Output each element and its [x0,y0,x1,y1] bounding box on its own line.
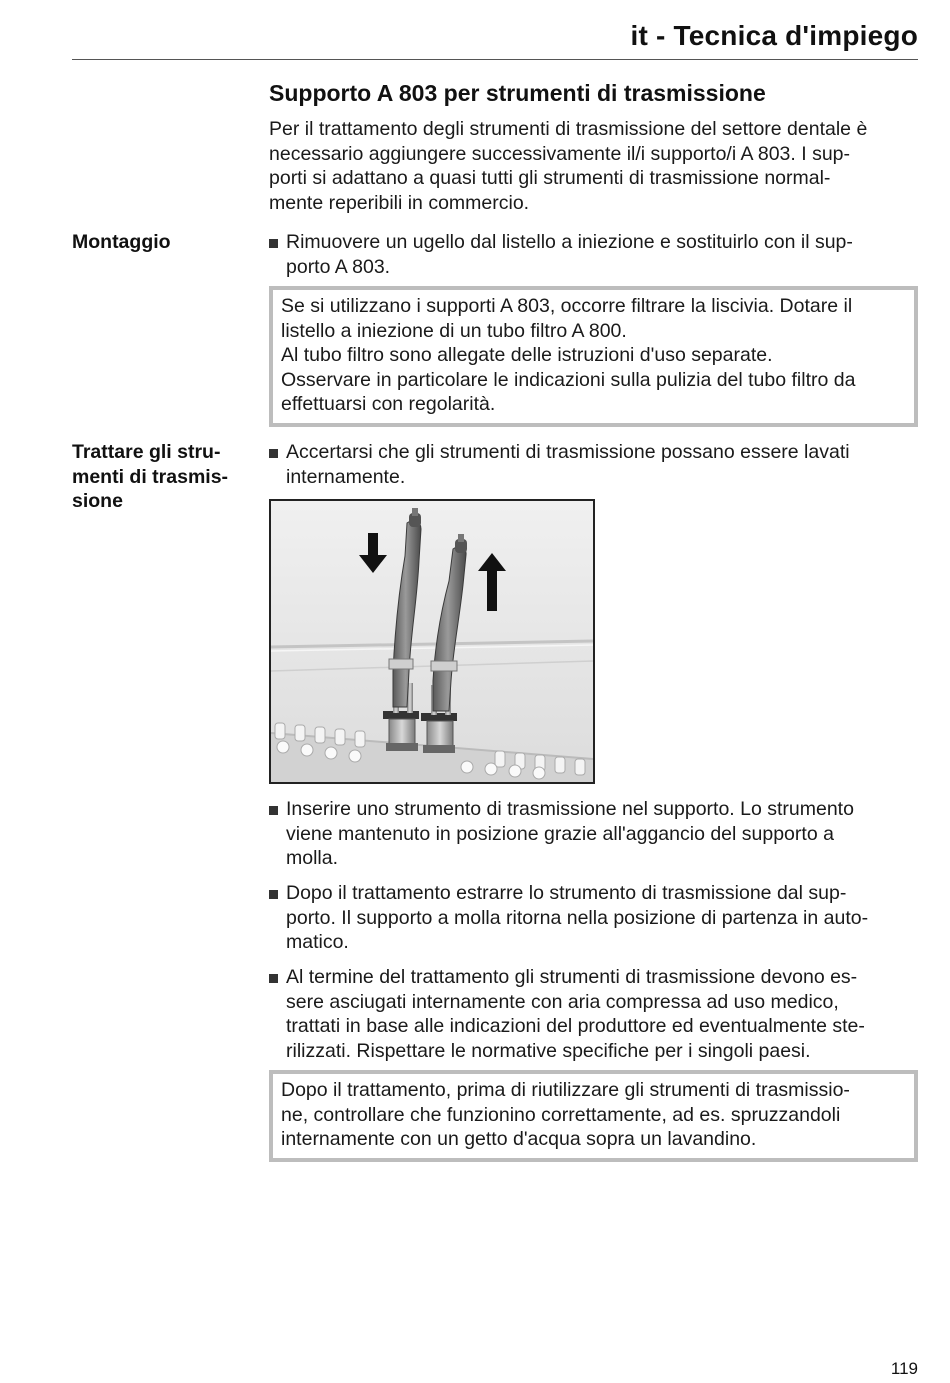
trattare-bullet-4 [269,965,909,1063]
bullet-square-icon [269,974,278,983]
page-header-title: it - Tecnica d'impiego [630,20,918,51]
bullet-line: Accertarsi che gli strumenti di trasmissione possano essere lavati [286,441,850,463]
intro-line: necessario aggiungere successivamente il/i supporto/i A 803. I sup- [269,142,851,165]
trattare-label-line: menti di trasmis- [72,465,229,488]
bullet-line: porto A 803. [286,255,391,278]
dental-instruments-illustration [269,499,595,784]
intro-line: mente reperibili in commercio. [269,191,530,214]
note-line: ne, controllare che funzionino correttamente, ad es. spruzzandoli [281,1103,841,1126]
montaggio-label [72,230,171,255]
trattare-bullet-1 [269,440,909,489]
montaggio-label-text: Montaggio [72,231,171,253]
trattare-label-line: Trattare gli stru- [72,441,221,463]
section-heading: Supporto A 803 per strumenti di trasmissione [269,80,766,106]
trattare-label-line: sione [72,490,123,513]
note-line: effettuarsi con regolarità. [281,393,496,416]
bullet-line: matico. [286,931,349,954]
bullet-square-icon [269,239,278,248]
bullet-square-icon [269,806,278,815]
bullet-square-icon [269,890,278,899]
bullet-line: molla. [286,847,339,870]
note-line: Dopo il trattamento, prima di riutilizzare gli strumenti di trasmissio- [281,1079,850,1101]
trattare-note-box [269,1070,918,1162]
trattare-label [72,440,228,514]
bullet-line: rilizzati. Rispettare le normative specifiche per i singoli paesi. [286,1039,811,1062]
bullet-square-icon [269,449,278,458]
bullet-line: internamente. [286,465,406,488]
montaggio-note-box [269,286,918,427]
montaggio-bullet [269,230,909,279]
note-line: listello a iniezione di un tubo filtro A 800. [281,319,627,342]
bullet-line: sere asciugati internamente con aria compressa ad uso medico, [286,990,839,1013]
bullet-line: porto. Il supporto a molla ritorna nella posizione di partenza in auto- [286,906,869,929]
note-line: Se si utilizzano i supporti A 803, occorre filtrare la liscivia. Dotare il [281,295,853,317]
intro-line: Per il trattamento degli strumenti di trasmissione del settore dentale è [269,118,868,140]
bullet-line: Inserire uno strumento di trasmissione nel supporto. Lo strumento [286,798,854,820]
note-line: Osservare in particolare le indicazioni sulla pulizia del tubo filtro da [281,368,856,391]
trattare-bullet-3 [269,881,909,955]
bullet-line: viene mantenuto in posizione grazie all'aggancio del supporto a [286,822,834,845]
bullet-line: Rimuovere un ugello dal listello a iniezione e sostituirlo con il sup- [286,231,853,253]
note-line: Al tubo filtro sono allegate delle istruzioni d'uso separate. [281,344,773,367]
note-line: internamente con un getto d'acqua sopra un lavandino. [281,1128,757,1151]
intro-paragraph [269,117,867,215]
bullet-line: Al termine del trattamento gli strumenti di trasmissione devono es- [286,966,858,988]
intro-line: porti si adattano a quasi tutti gli strumenti di trasmissione normal- [269,167,831,190]
trattare-bullet-2 [269,797,909,871]
header-divider [72,59,918,60]
page-number: 119 [890,1359,918,1378]
bullet-line: trattati in base alle indicazioni del produttore ed eventualmente ste- [286,1015,865,1038]
bullet-line: Dopo il trattamento estrarre lo strumento di trasmissione dal sup- [286,882,847,904]
